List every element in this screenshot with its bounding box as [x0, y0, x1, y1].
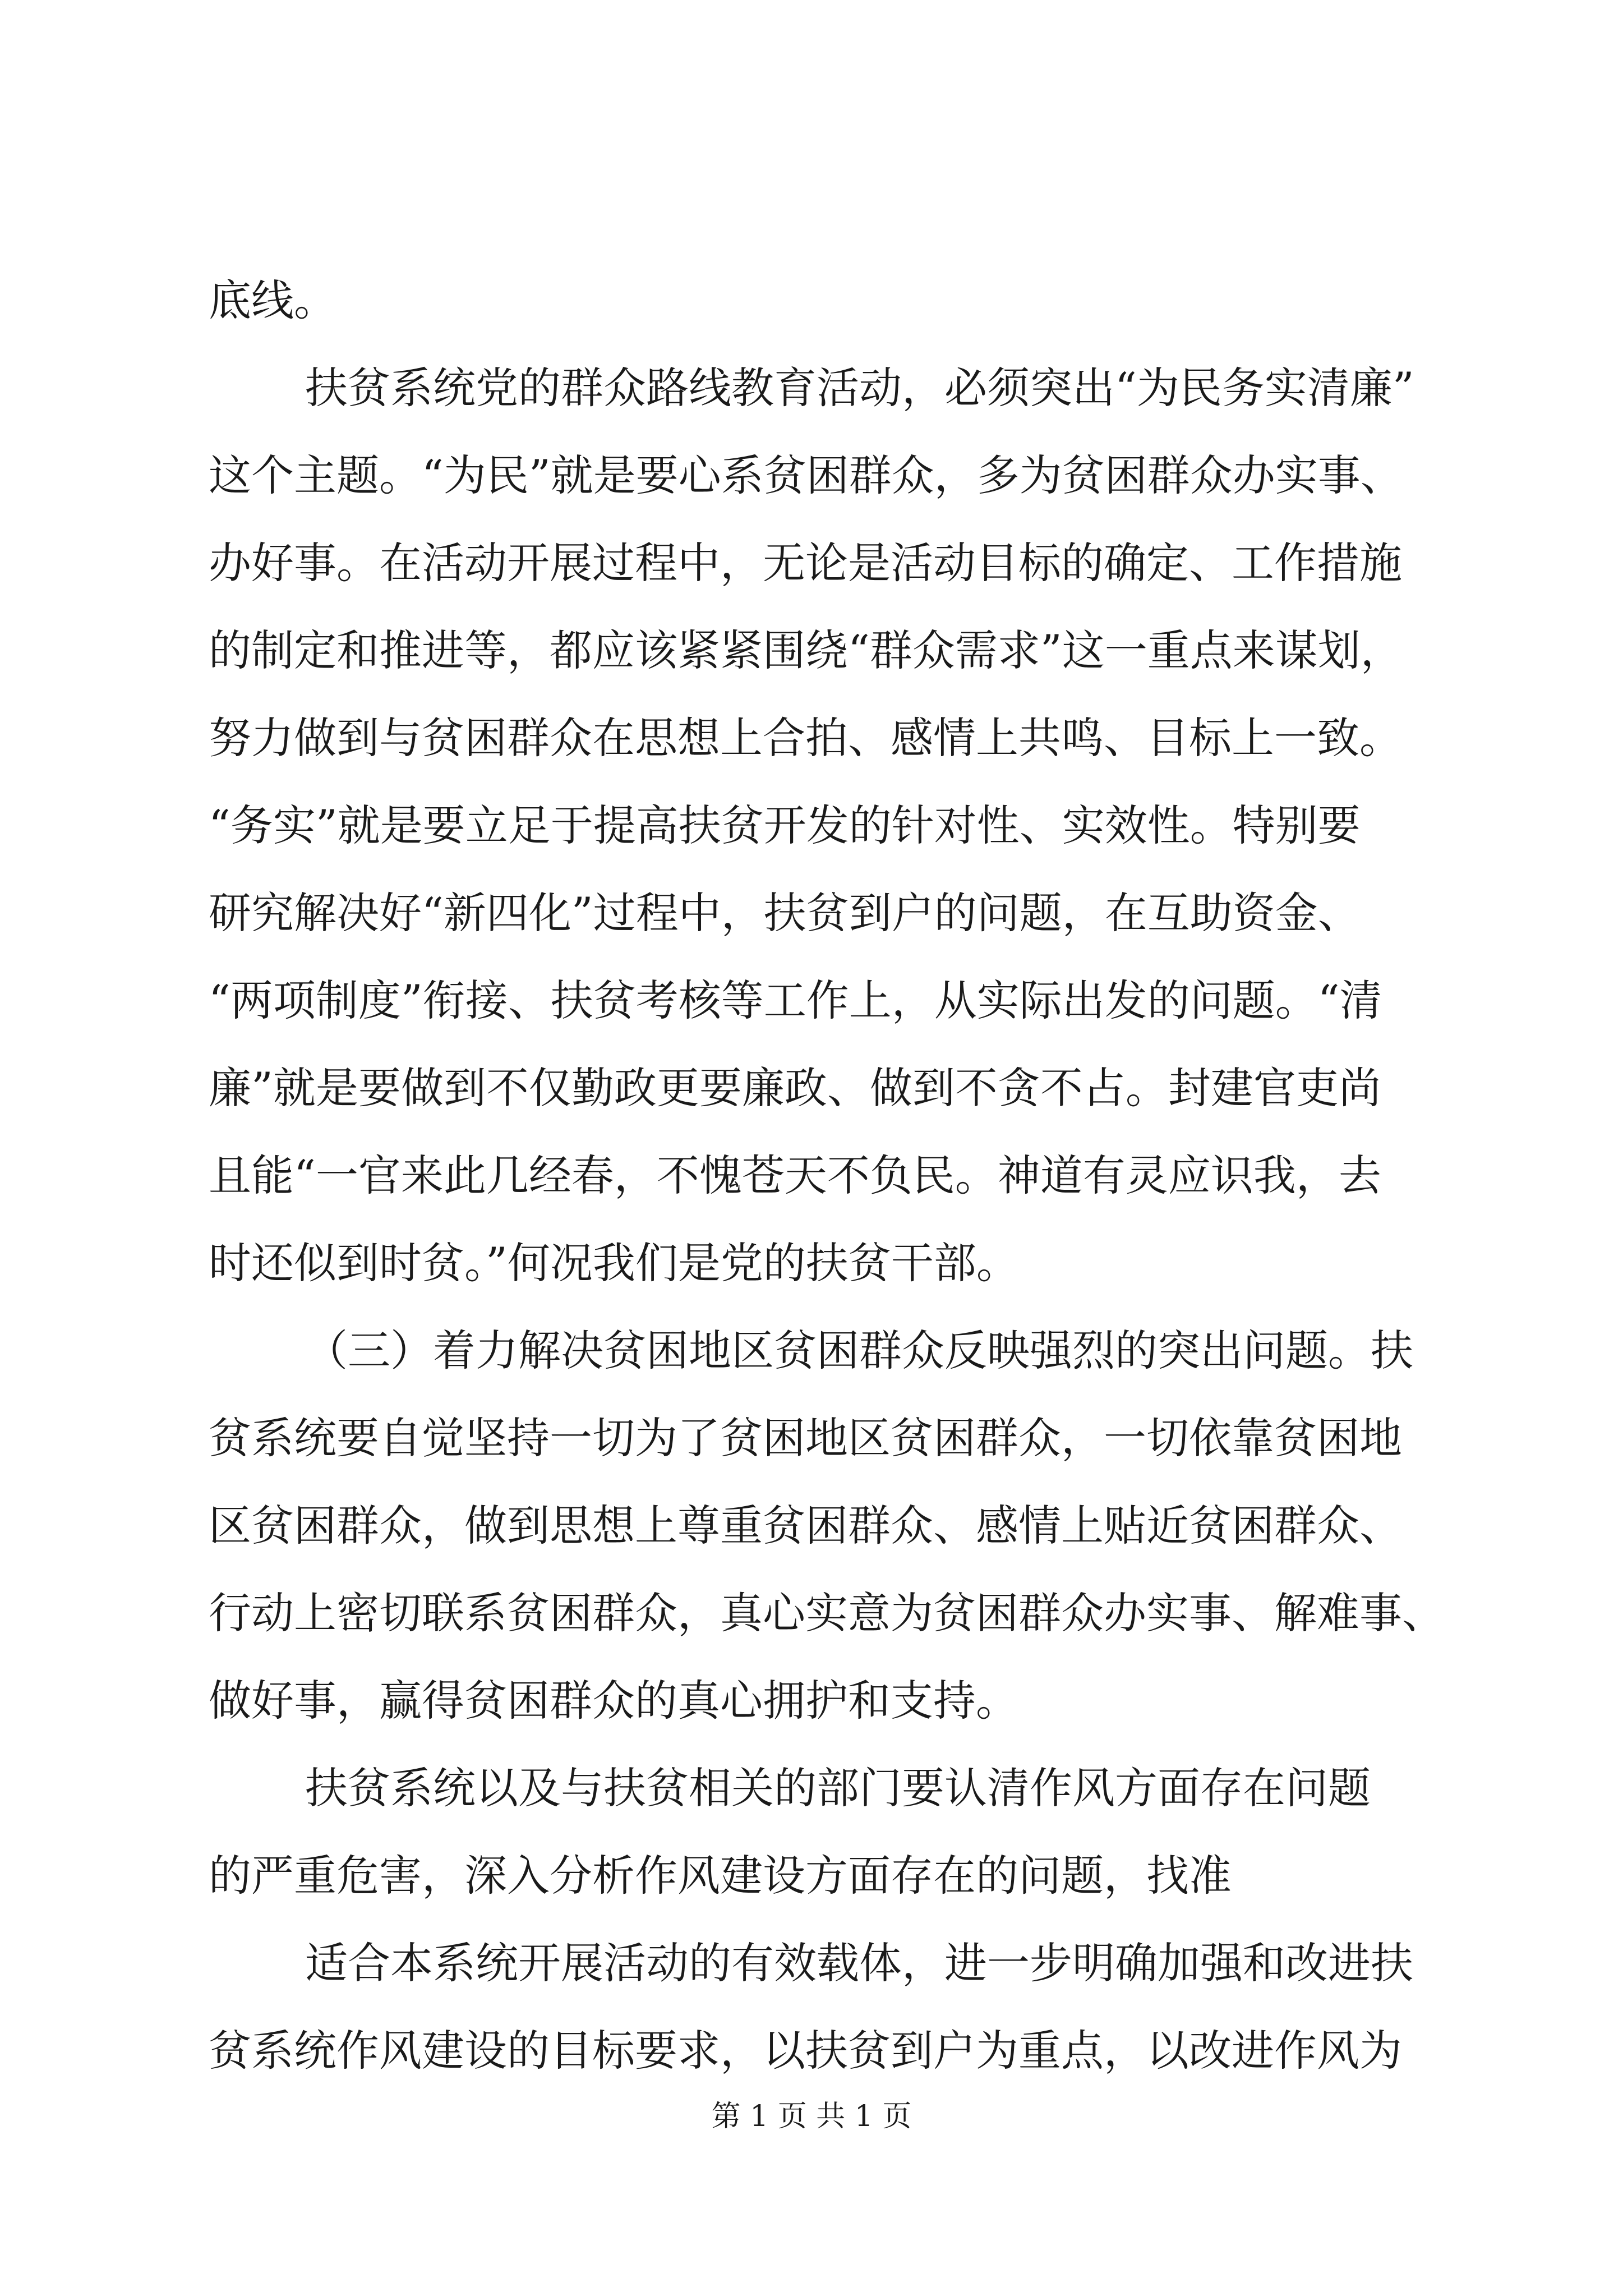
- text-line-5: 的制定和推进等，都应该紧紧围绕“群众需求”这一重点来谋划，: [209, 625, 1403, 675]
- text-line-19: 的严重危害，深入分析作风建设方面存在的问题，找准: [209, 1851, 1232, 1901]
- text-line-13: （三）着力解决贫困地区贫困群众反映强烈的突出问题。扶: [305, 1326, 1413, 1375]
- text-line-15: 区贫困群众，做到思想上尊重贫困群众、感情上贴近贫困群众、: [209, 1501, 1402, 1550]
- page-footer: 第 1 页 共 1 页: [711, 2100, 912, 2133]
- text-line-8: 研究解决好“新四化”过程中，扶贫到户的问题，在互助资金、: [209, 888, 1361, 938]
- text-line-10: 廉”就是要做到不仅勤政更要廉政、做到不贪不占。封建官吏尚: [209, 1063, 1381, 1113]
- text-line-20: 适合本系统开展活动的有效载体，进一步明确加强和改进扶: [305, 1938, 1413, 1988]
- text-line-11: 且能“一官来此几经春，不愧苍天不负民。神道有灵应识我，去: [209, 1151, 1381, 1200]
- text-line-3: 这个主题。“为民”就是要心系贫困群众，多为贫困群众办实事、: [209, 450, 1403, 500]
- text-line-16: 行动上密切联系贫困群众，真心实意为贫困群众办实事、解难事、: [209, 1588, 1445, 1638]
- text-line-1: 底线。: [209, 275, 336, 325]
- text-line-12: 时还似到时贫。”何况我们是党的扶贫干部。: [209, 1238, 1019, 1288]
- text-line-4: 办好事。在活动开展过程中，无论是活动目标的确定、工作措施: [209, 538, 1402, 588]
- text-line-7: “务实”就是要立足于提高扶贫开发的针对性、实效性。特别要: [209, 800, 1361, 850]
- text-line-14: 贫系统要自觉坚持一切为了贫困地区贫困群众，一切依靠贫困地: [209, 1413, 1402, 1463]
- text-line-18: 扶贫系统以及与扶贫相关的部门要认清作风方面存在问题: [305, 1763, 1371, 1813]
- text-line-6: 努力做到与贫困群众在思想上合拍、感情上共鸣、目标上一致。: [209, 713, 1402, 763]
- text-line-2: 扶贫系统党的群众路线教育活动，必须突出“为民务实清廉”: [305, 363, 1414, 413]
- text-line-21: 贫系统作风建设的目标要求，以扶贫到户为重点，以改进作风为: [209, 2026, 1402, 2076]
- text-line-17: 做好事，赢得贫困群众的真心拥护和支持。: [209, 1676, 1018, 1726]
- text-line-9: “两项制度”衔接、扶贫考核等工作上，从实际出发的问题。“清: [209, 976, 1382, 1025]
